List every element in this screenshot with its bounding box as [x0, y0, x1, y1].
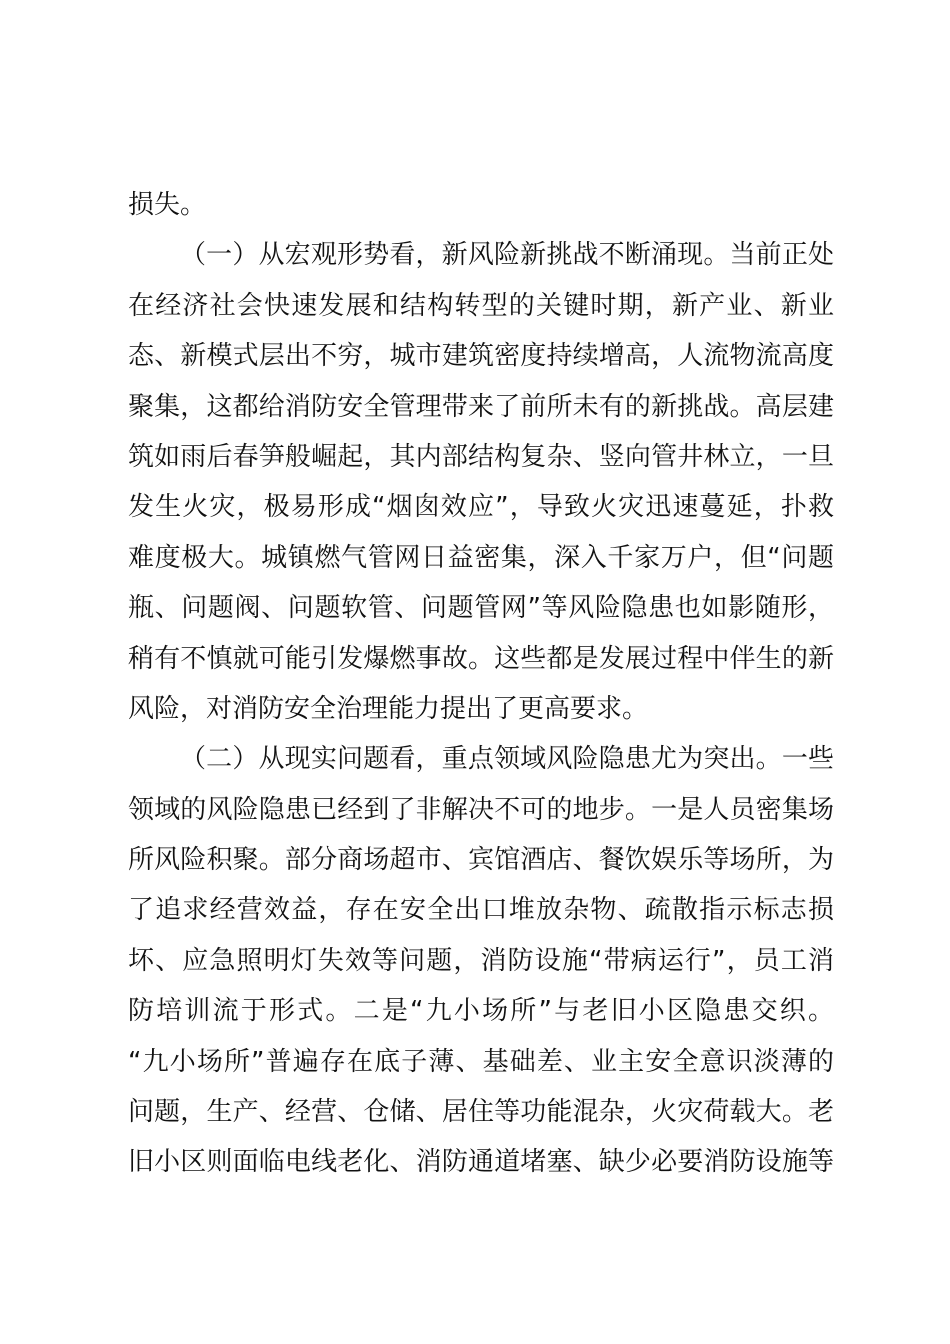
text-line: 态、新模式层出不穷，城市建筑密度持续增高，人流物流高度: [128, 341, 834, 372]
text-line: 坏、应急照明灯失效等问题，消防设施“带病运行”，员工消: [128, 945, 834, 976]
text-line: 所风险积聚。部分商场超市、宾馆酒店、餐饮娱乐等场所，为: [128, 845, 834, 876]
text-line: “九小场所”普遍存在底子薄、基础差、业主安全意识淡薄的: [128, 1046, 834, 1077]
text-line: 难度极大。城镇燃气管网日益密集，深入千家万户，但“问题: [128, 542, 834, 573]
paragraph-first-line: （一）从宏观形势看，新风险新挑战不断涌现。当前正处: [180, 240, 834, 271]
text-line: 防培训流于形式。二是“九小场所”与老旧小区隐患交织。: [128, 996, 834, 1027]
text-line: 了追求经营效益，存在安全出口堆放杂物、疏散指示标志损: [128, 895, 834, 926]
text-line: 筑如雨后春笋般崛起，其内部结构复杂、竖向管井林立，一旦: [128, 441, 834, 472]
text-line: 风险，对消防安全治理能力提出了更高要求。: [128, 693, 649, 724]
text-line: 损失。: [128, 190, 207, 220]
text-line: 聚集，这都给消防安全管理带来了前所未有的新挑战。高层建: [128, 391, 834, 422]
text-line: 旧小区则面临电线老化、消防通道堵塞、缺少必要消防设施等: [128, 1147, 834, 1178]
text-line: 在经济社会快速发展和结构转型的关键时期，新产业、新业: [128, 290, 834, 321]
body-text: [128, 180, 834, 1188]
text-line: 稍有不慎就可能引发爆燃事故。这些都是发展过程中伴生的新: [128, 643, 834, 674]
paragraph-first-line: （二）从现实问题看，重点领域风险隐患尤为突出。一些: [180, 744, 834, 775]
text-line: 领域的风险隐患已经到了非解决不可的地步。一是人员密集场: [128, 794, 834, 825]
text-line: 问题，生产、经营、仓储、居住等功能混杂，火灾荷载大。老: [128, 1097, 834, 1128]
text-line: 瓶、问题阀、问题软管、问题管网”等风险隐患也如影随形，: [128, 593, 834, 624]
text-line: 发生火灾，极易形成“烟囱效应”，导致火灾迅速蔓延，扑救: [128, 492, 834, 523]
